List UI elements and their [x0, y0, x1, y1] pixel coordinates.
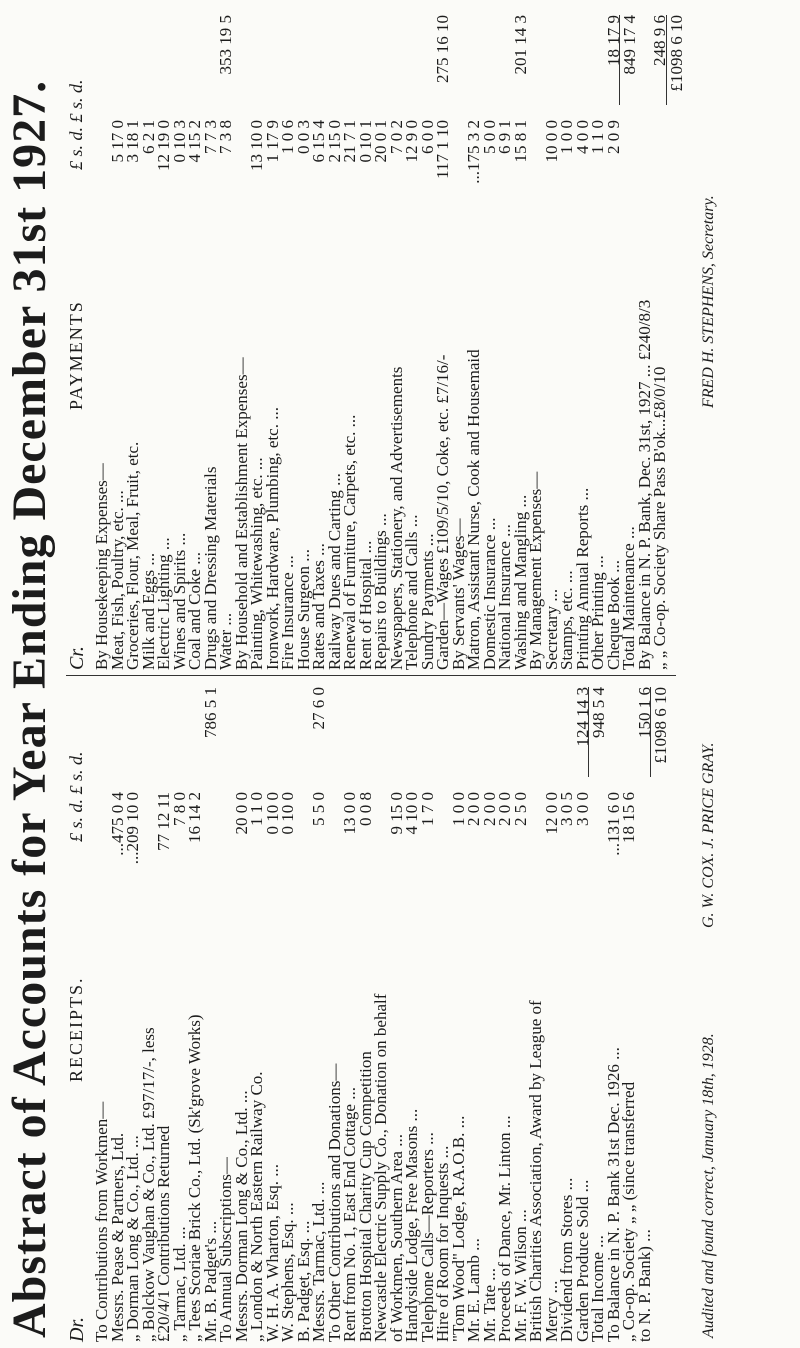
line-amount: 117 1 10	[433, 120, 452, 179]
line-text: Rent of Hospital ...	[355, 540, 375, 670]
line-text: Milk and Eggs ...	[138, 552, 158, 670]
line-text: „ Bolckow Vaughan & Co., Ltd. £97/17/-, less	[138, 1027, 158, 1342]
secretary-name: FRED H. STEPHENS,	[700, 263, 717, 408]
ledger-line	[650, 682, 669, 1342]
line-amount: 4 15 2	[185, 120, 204, 163]
line-text: Washing and Mangling ...	[510, 494, 530, 670]
audit-note	[700, 1033, 718, 1338]
line-text: By Housekeeping Expenses—	[92, 463, 111, 670]
line-amount: 2 0 0	[464, 792, 483, 826]
line-text: Handyside Lodge, Free Masons ...	[402, 1108, 421, 1342]
line-text: „ London & North Eastern Railway Co.	[247, 1071, 266, 1342]
line-text: Painting, Whitewashing, etc. ...	[247, 457, 266, 670]
line-text: To Contributions from Workmen—	[92, 1101, 111, 1342]
line-text: Messrs. Dorman Long & Co., Ltd. ...	[231, 1090, 251, 1342]
line-text: Groceries, Flour, Meal, Fruit, etc.	[123, 441, 142, 670]
line-text: "Tom Wood" Lodge, R.A.O.B. ...	[448, 1115, 468, 1342]
line-amount: 5 0 0	[479, 120, 499, 154]
line-amount: 2 5 0	[510, 792, 530, 826]
receipts-column-header: £ s. d. £ s. d.	[66, 751, 86, 842]
line-amount: 3 0 0	[572, 792, 592, 826]
line-text: Matron, Assistant Nurse, Cook and Housemaid	[464, 349, 483, 670]
line-subtotal: 786 5 1	[200, 687, 220, 738]
line-text: Mr. Tate ...	[479, 1267, 499, 1342]
line-text: W. H. A. Wharton, Esq. ...	[262, 1163, 282, 1342]
line-text: By Balance in N. P. Bank, Dec. 31st, 1927 ... £240/8/3	[634, 299, 654, 670]
line-amount: 13 10 0	[247, 120, 266, 171]
line-text: Mercy ...	[541, 1280, 561, 1342]
line-amount: ...175 3 2	[464, 120, 483, 184]
line-text: Telephone Calls—Reporters ...	[417, 1132, 437, 1342]
line-text: „ „ Co-op. Society Share Pass B'ok...£8/0/10	[650, 366, 669, 670]
line-text: B. Padget, Esq. ...	[293, 1220, 313, 1342]
line-amount: 2 0 9	[603, 120, 623, 154]
line-text: Repairs to Buildings ...	[371, 513, 390, 670]
line-text: Mr. B. Padget's ...	[200, 1220, 220, 1342]
line-text: Total Income ...	[588, 1235, 607, 1342]
line-amount: 12 9 0	[402, 120, 421, 163]
line-text: Cheque Book ...	[603, 559, 623, 670]
line-text: National Insurance ...	[495, 524, 514, 670]
auditor-names	[700, 743, 718, 929]
line-text: House Surgeon ...	[293, 548, 313, 670]
line-amount: 6 15 4	[309, 120, 328, 163]
line-amount: 6 9 1	[495, 120, 514, 154]
line-text: Fire Insurance ...	[278, 555, 297, 670]
line-amount: 6 0 0	[417, 120, 437, 154]
line-amount: 15 8 1	[510, 120, 530, 163]
line-text: Telephone and Calls ...	[402, 514, 421, 670]
line-text: of Workmen, Southern Area ...	[386, 1134, 406, 1342]
line-amount: 18 15 6	[619, 792, 638, 843]
line-amount: ...131 6 0	[603, 792, 623, 856]
line-amount: 77 12 11	[154, 792, 173, 851]
line-text: Dividend from Stores ...	[557, 1177, 576, 1342]
line-subtotal: 150 1 6	[634, 687, 654, 738]
line-amount: 7 3 8	[216, 120, 235, 154]
line-subtotal: 18 17 9	[603, 15, 623, 66]
line-amount: 1 1 0	[247, 792, 266, 826]
line-text: Electric Lighting ...	[154, 537, 173, 670]
line-amount: 7 7 3	[200, 120, 220, 154]
line-text: By Management Expenses—	[526, 471, 545, 670]
payments-header	[66, 10, 88, 670]
line-text: To Other Contributions and Donations—	[324, 1063, 344, 1342]
line-text: Hire of Room for Inquests ...	[433, 1145, 452, 1342]
line-text: Drugs and Dressing Materials	[200, 466, 220, 670]
secretary-title: Secretary.	[700, 195, 717, 260]
line-text: „ Dorman Long & Co., Ltd. ...	[123, 1135, 142, 1342]
line-amount: 0 0 3	[293, 120, 313, 154]
line-amount: 9 15 0	[386, 792, 406, 835]
line-amount: 7 0 2	[386, 120, 406, 154]
line-text: By Household and Establishment Expenses—	[231, 357, 251, 670]
line-subtotal: £1098 6 10	[666, 15, 686, 105]
line-amount: 1 17 9	[262, 120, 282, 163]
line-amount: 2 15 0	[324, 120, 344, 163]
auditor-2: J. PRICE GRAY.	[700, 742, 717, 849]
line-text: Mr. E. Lamb ...	[464, 1238, 483, 1342]
line-amount: 4 0 0	[572, 120, 592, 154]
line-amount: ...209 10 0	[123, 792, 142, 865]
receipts-header	[66, 682, 88, 1342]
line-amount: 12 0 0	[541, 792, 561, 835]
column-divider	[66, 675, 676, 676]
line-text: Wines and Spirits ...	[169, 532, 189, 670]
line-text: Garden Produce Sold ...	[572, 1179, 592, 1342]
line-amount: 0 0 8	[355, 792, 375, 826]
line-text: Garden—Wages £109/5/10, Coke, etc. £7/16/-	[433, 354, 452, 670]
line-text: £20/4/1 Contributions Returned	[154, 1125, 173, 1342]
line-subtotal: 248 9 6	[650, 15, 669, 66]
auditor-1: G. W. COX.	[700, 852, 717, 928]
line-amount: 12 19 0	[154, 120, 173, 171]
line-subtotal: 353 19 5	[216, 15, 235, 75]
line-text: Railway Dues and Carting ...	[324, 473, 344, 670]
line-subtotal: 275 16 10	[433, 15, 452, 83]
line-text: Sundry Payments ...	[417, 533, 437, 670]
line-amount: 3 18 1	[123, 120, 142, 163]
receipts-section	[66, 682, 670, 1342]
payments-section	[66, 10, 686, 670]
line-text: Newspapers, Stationery, and Advertisements	[386, 366, 406, 670]
line-text: Ironwork, Hardware, Plumbing, etc. ...	[262, 407, 282, 670]
line-amount: 1 1 0	[588, 120, 607, 154]
line-text: Brotton Hospital Charity Cup Competition	[355, 1051, 375, 1342]
line-text: Rent from No. 1, East End Cottage ...	[340, 1087, 359, 1342]
line-text: Other Printing ...	[588, 555, 607, 670]
line-amount: 3 0 5	[557, 792, 576, 826]
line-amount: 0 10 0	[278, 792, 297, 835]
line-amount: ...475 0 4	[107, 792, 127, 856]
line-amount: 0 10 3	[169, 120, 189, 163]
line-text: Stamps, etc. ...	[557, 570, 576, 670]
line-text: to N. P. Bank) ...	[634, 1229, 654, 1342]
audit-text: Audited and found correct,	[700, 1166, 717, 1338]
line-amount: 1 0 6	[278, 120, 297, 154]
audit-date: January 18th, 1928.	[700, 1033, 717, 1163]
line-amount: 13 0 0	[340, 792, 359, 835]
line-text: Messrs. Tarmac, Ltd. ...	[309, 1181, 328, 1342]
line-text: Proceeds of Dance, Mr. Linton ...	[495, 1115, 514, 1342]
line-amount: 2 0 0	[479, 792, 499, 826]
line-text: W. Stephens, Esq. ...	[278, 1202, 297, 1342]
line-subtotal: 27 6 0	[309, 687, 328, 730]
line-text: Total Maintenance ...	[619, 526, 638, 670]
line-text: Messrs. Pease & Partners, Ltd.	[107, 1132, 127, 1342]
line-text: „ Tarmac, Ltd. ...	[169, 1226, 189, 1342]
line-amount: 6 2 1	[138, 120, 158, 154]
line-text: By Servants' Wages—	[448, 518, 468, 670]
line-amount: 1 0 0	[557, 120, 576, 154]
line-amount: 21 7 1	[340, 120, 359, 163]
line-amount: 20 0 1	[371, 120, 390, 163]
payments-heading: PAYMENTS	[66, 300, 86, 410]
line-amount: 10 0 0	[541, 120, 561, 163]
line-amount: 1 0 0	[448, 792, 468, 826]
line-amount: 1 7 0	[417, 792, 437, 826]
payments-column-header: £ s. d. £ s. d.	[66, 79, 86, 170]
line-text: Renewal of Furniture, Carpets, etc. ...	[340, 414, 359, 670]
line-amount: 5 17 0	[107, 120, 127, 163]
line-subtotal: 948 5 4	[588, 687, 608, 777]
line-subtotal: 124 14 3	[572, 687, 592, 747]
line-subtotal: £1098 6 10	[650, 687, 670, 777]
line-amount: 2 0 0	[495, 792, 514, 826]
line-text: „ Tees Scoriae Brick Co., Ltd. (Sk'grove Works)	[185, 1014, 204, 1342]
line-amount: 5 5 0	[309, 792, 328, 826]
receipts-heading: RECEIPTS.	[66, 976, 86, 1082]
line-amount: 0 10 1	[355, 120, 375, 163]
line-subtotal: 849 17 4	[619, 15, 639, 105]
line-text: Mr. F. W. Wilson ...	[510, 1209, 530, 1342]
cr-label: Cr.	[66, 646, 88, 670]
line-text: To Annual Subscriptions—	[216, 1157, 235, 1342]
line-text: Printing Annual Reports ...	[572, 487, 592, 670]
ledger-line	[666, 10, 685, 670]
secretary-signature	[700, 195, 718, 408]
line-amount: 4 10 0	[402, 792, 421, 835]
line-amount: 20 0 0	[231, 792, 251, 835]
line-text: „ Co-op. Society „ „ (since transferred	[619, 1081, 638, 1342]
dr-label: Dr.	[66, 1316, 88, 1342]
line-text: Secretary ...	[541, 588, 561, 670]
line-text: British Charities Association, Award by League of	[526, 1000, 545, 1342]
line-text: Domestic Insurance ...	[479, 517, 499, 670]
line-text: Meat, Fish, Poultry, etc. ...	[107, 490, 127, 670]
line-text: Rates and Taxes ...	[309, 543, 328, 670]
line-text: To Balance in N. P. Bank 31st Dec. 1926 ...	[603, 1047, 623, 1342]
page-title: Abstract of Accounts for Year Ending December 31st 1927.	[3, 79, 56, 1338]
line-subtotal: 201 14 3	[510, 15, 530, 75]
line-text: Coal and Coke ...	[185, 551, 204, 670]
line-amount: 0 10 0	[262, 792, 282, 835]
line-text: Water ...	[216, 612, 235, 670]
line-amount: 16 14 2	[185, 792, 204, 843]
line-text: Newcastle Electric Supply Co., Donation on behalf	[371, 993, 390, 1342]
line-amount: 7 8 0	[169, 792, 189, 826]
